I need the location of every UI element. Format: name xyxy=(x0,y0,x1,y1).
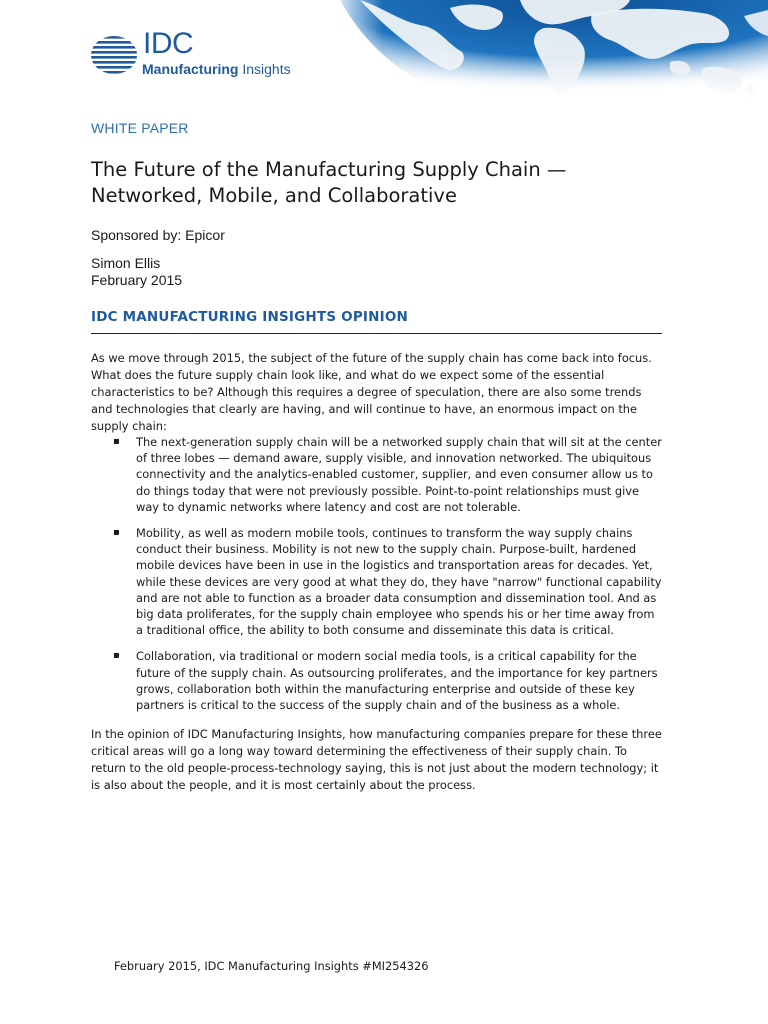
list-item-text: Mobility, as well as modern mobile tools, continues to transform the way supply chains conduct their business. Mobility is not new to the supply chain. Purpose-built, hardened mobile devices have been in use in the logistics and transportation areas for decades. Yet, while these devices are very good at what they do, they have "narrow" functional capability and are not able to function as a broader data consumption and dissemination tool. And as big data proliferates, for the supply chain employee who spends his or her time away from a traditional office, the ability to both consume and disseminate this data is critical. xyxy=(136,526,662,638)
world-map-illustration xyxy=(330,0,768,105)
section-heading: IDC MANUFACTURING INSIGHTS OPINION xyxy=(91,309,409,325)
idc-manufacturing-insights-logo xyxy=(90,27,320,81)
document-type: WHITE PAPER xyxy=(91,120,189,136)
closing-paragraph: In the opinion of IDC Manufacturing Insights, how manufacturing companies prepare for these three critical areas will go a long way toward determining the effectiveness of their supply chain. To return to the old people-process-technology saying, this is not just about the modern technology; it is also about the people, and it is most certainly about the process. xyxy=(91,727,662,792)
logo-brand-text: IDC xyxy=(143,27,194,60)
list-item-text: Collaboration, via traditional or modern social media tools, is a critical capability for the future of the supply chain. As outsourcing proliferates, and the importance for key partners grows, collaboration both within the manufacturing enterprise and outside of these key partners is critical to the success of the supply chain and of the business as a whole. xyxy=(136,649,658,713)
bullet-list xyxy=(91,434,663,723)
page-footer: February 2015, IDC Manufacturing Insights #MI254326 xyxy=(114,959,429,973)
author-block xyxy=(91,255,182,289)
list-item xyxy=(91,434,663,515)
bullet-square-icon: ▪ xyxy=(113,436,120,447)
document-title xyxy=(91,157,691,209)
document-title-line: The Future of the Manufacturing Supply Chain — xyxy=(91,158,567,181)
publication-date: February 2015 xyxy=(91,272,183,288)
list-item xyxy=(91,525,663,638)
logo-subtitle-light: Insights xyxy=(238,61,291,77)
logo-subtitle-strong: Manufacturing xyxy=(142,61,239,77)
author-name: Simon Ellis xyxy=(91,255,161,271)
list-item xyxy=(91,648,663,713)
intro-paragraph: As we move through 2015, the subject of the future of the supply chain has come back into focus. What does the future supply chain look like, and what do we expect some of the essential characteristics to be? Although this requires a degree of speculation, there are also some trends and technologies that clearly are having, and will continue to have, an enormous impact on the supply chain: xyxy=(91,351,652,433)
sponsor-line: Sponsored by: Epicor xyxy=(91,227,225,243)
bullet-square-icon: ▪ xyxy=(113,650,120,662)
list-item-text: The next-generation supply chain will be a networked supply chain that will sit at the center of three lobes — demand aware, supply visible, and innovation networked. The ubiquitous connectivity and the analytics-enabled customer, supplier, and even consumer allow us to do things today that were not previously possible. Point-to-point relationships must give way to dynamic networks where latency and cost are not tolerable. xyxy=(136,435,662,514)
section-divider xyxy=(91,333,662,334)
logo-subtitle xyxy=(142,61,291,77)
world-map-banner xyxy=(330,0,768,105)
bullet-square-icon: ▪ xyxy=(113,527,120,539)
idc-globe-icon xyxy=(90,35,138,75)
document-title-line: Networked, Mobile, and Collaborative xyxy=(91,184,457,207)
